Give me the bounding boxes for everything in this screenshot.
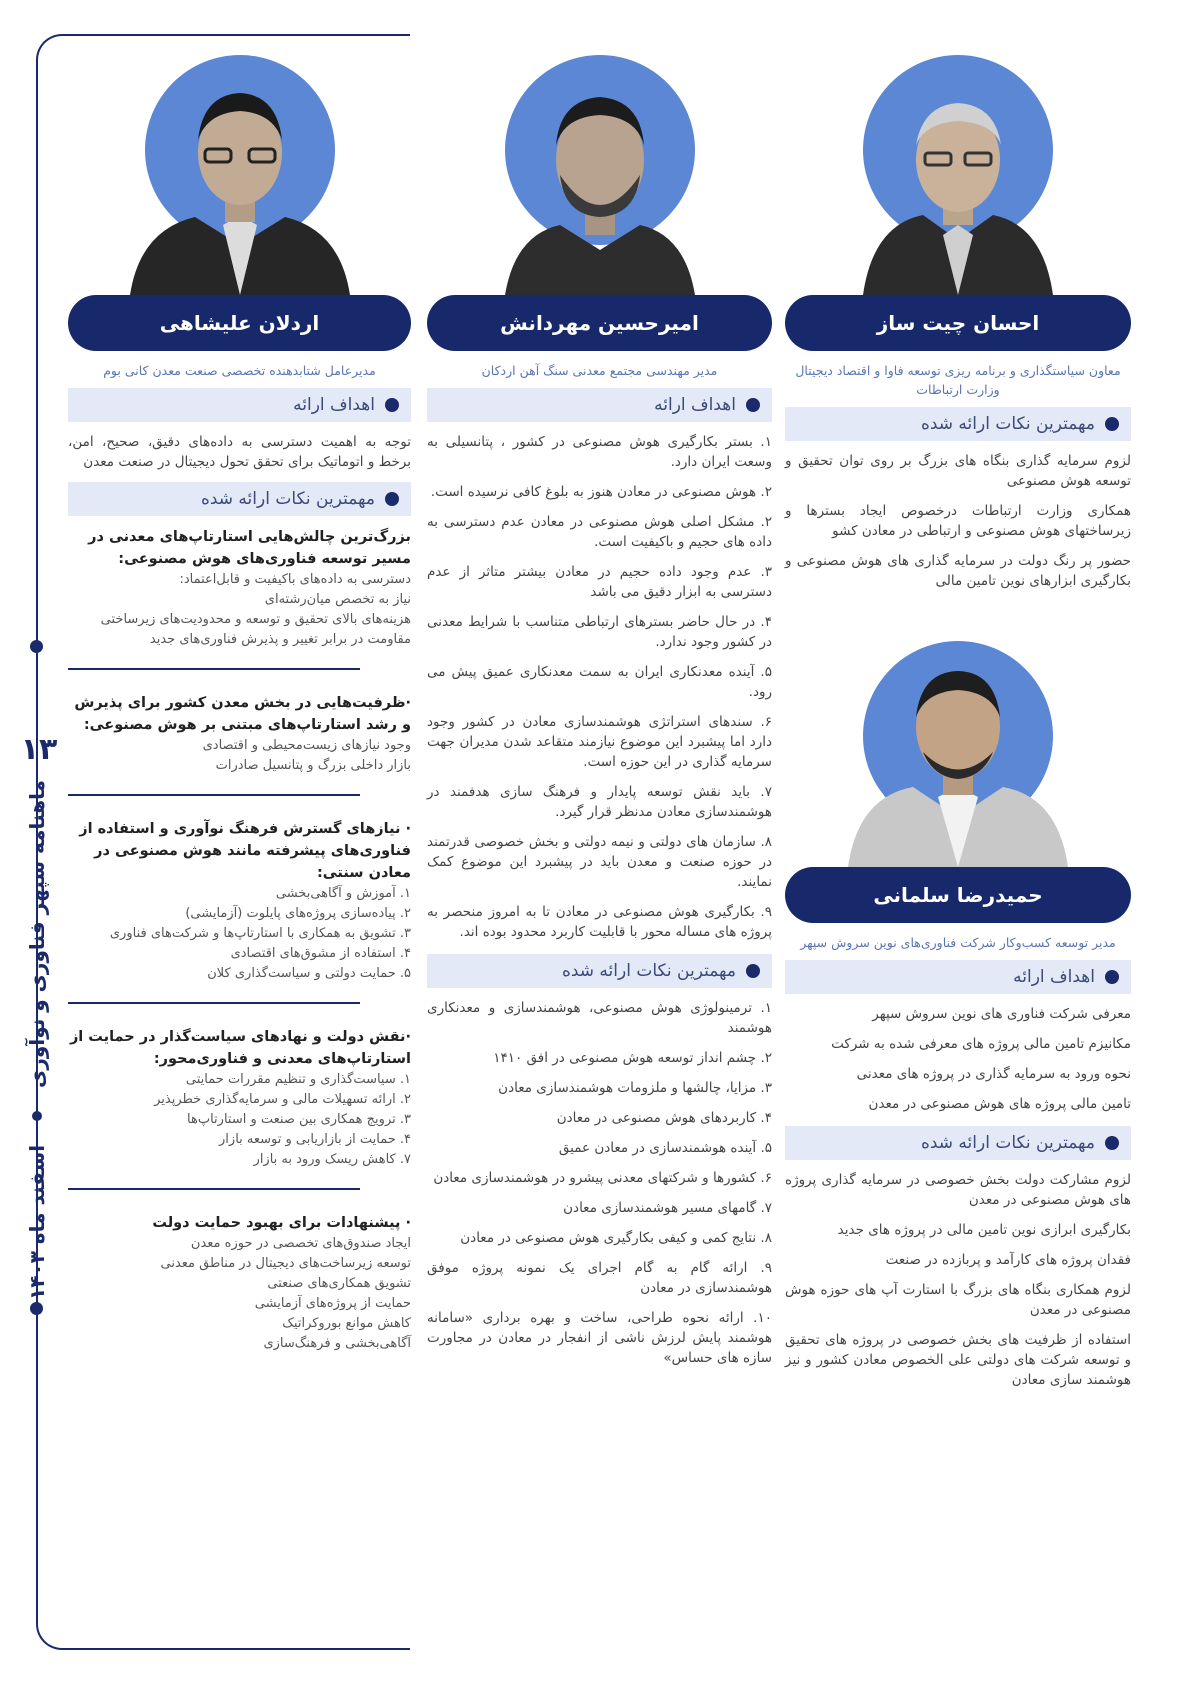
block-line: هزینه‌های بالای تحقیق و توسعه و محدودیت‌های زیرساختی [100, 612, 411, 627]
block-line: وجود نیازهای زیست‌محیطی و اقتصادی [202, 738, 411, 753]
section-title: مهمترین نکات ارائه شده [200, 489, 375, 509]
list-item: ۸. نتایج کمی و کیفی بکارگیری هوش مصنوعی در معادن [460, 1230, 772, 1246]
block-heading: ·نقش دولت و نهادهای سیاست‌گذار در حمایت از استارتاپ‌های معدنی و فناوری‌محور: [69, 1029, 411, 1067]
photo-salmani [785, 641, 1131, 867]
person-photo [125, 65, 355, 295]
role-text: مدیر مهندسی مجتمع معدنی سنگ آهن اردکان [481, 363, 718, 378]
divider [68, 1002, 360, 1004]
person-photo [843, 647, 1073, 867]
block-line: ایجاد صندوق‌های تخصصی در حوزه معدن [190, 1236, 411, 1251]
block-line: کاهش موانع بوروکراتیک [282, 1316, 411, 1331]
list-item: ۵. آینده هوشمندسازی در معادن عمیق [558, 1140, 772, 1156]
section-title: مهمترین نکات ارائه شده [920, 414, 1095, 434]
name-bar: امیرحسین مهردانش [427, 295, 772, 351]
divider [68, 1188, 360, 1190]
bullet-icon [746, 398, 760, 412]
list-item: ۷. گامهای مسیر هوشمندسازی معادن [563, 1200, 772, 1216]
photo-alishahi [68, 55, 411, 295]
bullet-icon [746, 964, 760, 978]
block-line: ۳. ترویج همکاری بین صنعت و استارتاپ‌ها [187, 1112, 411, 1127]
bullet-icon [1105, 1136, 1119, 1150]
block-line: آگاهی‌بخشی و فرهنگ‌سازی [263, 1336, 411, 1351]
list-item: تامین مالی پروژه های هوش مصنوعی در معدن [868, 1096, 1131, 1112]
list-item: لزوم مشارکت دولت بخش خصوصی در سرمایه گذاری پروژه های هوش مصنوعی در معدن [785, 1172, 1131, 1208]
page-number: ۱۳ [20, 732, 58, 767]
list-item: ۴. در حال حاضر بسترهای ارتباطی متناسب با شرایط معدنی در کشور وجود ندارد. [427, 614, 772, 650]
name-bar: اردلان علیشاهی [68, 295, 411, 351]
block-heading: · پیشنهادات برای بهبود حمایت دولت [152, 1215, 411, 1231]
block-line: ۴. حمایت از بازاریابی و توسعه بازار [219, 1132, 411, 1147]
block-heading: بزرگ‌ترین چالش‌هایی استارتاپ‌های معدنی در مسیر توسعه فناوری‌های هوش مصنوعی: [88, 529, 411, 567]
list-item: ۸. سازمان های دولتی و نیمه دولتی و بخش خصوصی قدرتمند در حوزه صنعت و معدن باید در پیشبرد این موضوع کمک نمایند. [427, 834, 772, 890]
block-heading: ·ظرفیت‌هایی در بخش معدن کشور برای پذیرش و رشد استارتاپ‌های مبتنی بر هوش مصنوعی: [74, 695, 411, 733]
bullet-icon [1105, 970, 1119, 984]
list-item: لزوم همکاری بنگاه های بزرگ با استارت آپ های حوزه هوش مصنوعی در معدن [785, 1282, 1131, 1318]
issue-date: اسفند ماه ۱۴۰۳ [25, 1144, 49, 1300]
list-item: استفاده از ظرفیت های بخش خصوصی در پروژه های تحقیق و توسعه شرکت های دولتی علی الخصوص معادن کشور و نیز هوشمند سازی معادن [785, 1332, 1131, 1388]
block-line: ۲. ارائه تسهیلات مالی و سرمایه‌گذاری خطرپذیر [154, 1092, 411, 1107]
block-line: ۴. استفاده از مشوق‌های اقتصادی [230, 946, 411, 961]
section-header [785, 1126, 1131, 1160]
section-header [785, 407, 1131, 441]
list-item: ۴. کاربردهای هوش مصنوعی در معادن [556, 1110, 772, 1126]
photo-mehrdanesh [427, 55, 772, 295]
column-chitsaz [785, 55, 1131, 1390]
section-title: مهمترین نکات ارائه شده [920, 1133, 1095, 1153]
separator-dot [32, 1111, 42, 1121]
name-bar: حمیدرضا سلمانی [785, 867, 1131, 923]
list-item: ۶. سندهای استراتژی هوشمندسازی معادن در کشور وجود دارد اما پیشبرد این موضوع نیازمند متقاعد شدن مدیران جهت سرمایه گذاری در این حوزه است. [427, 714, 772, 770]
list-item: مکانیزم تامین مالی پروژه های معرفی شده به شرکت [831, 1036, 1131, 1052]
block-heading: · نیازهای گسترش فرهنگ نوآوری و استفاده از فناوری‌های پیشرفته مانند هوش مصنوعی در معادن سنتی: [79, 821, 411, 881]
section-header [427, 388, 772, 422]
publication-name: ماهنامه سپهر فناوری و نوآوری [25, 780, 49, 1088]
list-item: معرفی شرکت فناوری های نوین سروش سپهر [872, 1006, 1131, 1022]
list-item: ۲. مشکل اصلی هوش مصنوعی در معادن عدم دسترسی به داده های حجیم و باکیفیت است. [427, 514, 772, 550]
list-item: ۳. مزایا، چالشها و ملزومات هوشمندسازی معادن [498, 1080, 772, 1096]
goals-text: توجه به اهمیت دسترسی به داده‌های دقیق، صحیح، امن، برخط و اتوماتیک برای تحقق تحول دیجیتال در صنعت معدن [68, 434, 411, 470]
list-item: ۱۰. ارائه نحوه طراحی، ساخت و بهره برداری «سامانه هوشمند پایش لرزش ناشی از انفجار در معادن در مجاورت سازه های حساس» [427, 1310, 772, 1366]
divider [68, 668, 360, 670]
vertical-masthead [24, 780, 50, 1300]
block-line: ۱. سیاست‌گذاری و تنظیم مقررات حمایتی [185, 1072, 411, 1087]
list-item: ۷. باید نقش توسعه پایدار و فرهنگ سازی هدفمند در هوشمندسازی معادن مدنظر قرار گیرد. [427, 784, 772, 820]
block-line: ۷. کاهش ریسک ورود به بازار [253, 1152, 411, 1167]
name-bar: احسان چیت ساز [785, 295, 1131, 351]
list-item: بکارگیری ابرازی نوین تامین مالی در پروژه های جدید [837, 1222, 1131, 1238]
frame-dot-top [30, 640, 43, 653]
photo-chitsaz [785, 55, 1131, 295]
block-line: بازار داخلی بزرگ و پتانسیل صادرات [215, 758, 411, 773]
list-item: ۲. چشم انداز توسعه هوش مصنوعی در افق ۱۴۱۰ [493, 1050, 772, 1066]
list-item: ۱. ترمینولوژی هوش مصنوعی، هوشمندسازی و معدنکاری هوشمند [427, 1000, 772, 1036]
list-item: ۵. آینده معدنکاری ایران به سمت معدنکاری عمیق پیش می رود. [427, 664, 772, 700]
list-item: حضور پر رنگ دولت در سرمایه گذاری های هوش مصنوعی و بکارگیری ابزارهای نوین تامین مالی [785, 553, 1131, 589]
list-item: همکاری وزارت ارتباطات درخصوص ایجاد بسترها و زیرساختهای هوش مصنوعی و ارتباطی در معادن کشو [785, 503, 1131, 539]
section-header [785, 960, 1131, 994]
bullet-icon [385, 398, 399, 412]
list-item: ۹. ارائه گام به گام اجرای یک نمونه پروژه موفق هوشمندسازی در معادن [427, 1260, 772, 1296]
block-line: تشویق همکاری‌های صنعتی [267, 1276, 411, 1291]
block-line: دسترسی به داده‌های باکیفیت و قابل‌اعتماد: [179, 572, 411, 587]
frame-dot-bottom [30, 1302, 43, 1315]
bullet-icon [385, 492, 399, 506]
role-text: مدیرعامل شتابدهنده تخصصی صنعت معدن کانی بوم [103, 363, 376, 378]
list-item: ۶. کشورها و شرکتهای معدنی پیشرو در هوشمندسازی معادن [433, 1170, 772, 1186]
block-line: ۱. آموزش و آگاهی‌بخشی [275, 886, 411, 901]
section-title: مهمترین نکات ارائه شده [561, 961, 736, 981]
bullet-icon [1105, 417, 1119, 431]
block-line: ۲. پیاده‌سازی پروژه‌های پایلوت (آزمایشی) [185, 906, 411, 921]
list-item: فقدان پروژه های کارآمد و پربازده در صنعت [885, 1252, 1131, 1268]
list-item: ۲. هوش مصنوعی در معادن هنوز به بلوغ کافی نرسیده است. [430, 484, 772, 500]
role-text: مدیر توسعه کسب‌وکار شرکت فناوری‌های نوین سروش سپهر [800, 935, 1116, 950]
list-item: نحوه ورود به سرمایه گذاری در پروژه های معدنی [856, 1066, 1131, 1082]
section-header [68, 482, 411, 516]
section-title: اهداف ارائه [654, 395, 736, 415]
list-item: ۱. بستر بکارگیری هوش مصنوعی در کشور ، پتانسیلی به وسعت ایران دارد. [427, 434, 772, 470]
block-line: حمایت از پروژه‌های آزمایشی [254, 1296, 411, 1311]
list-item: ۳. عدم وجود داده حجیم در معادن بیشتر متاثر از عدم دسترسی به ابزار دقیق می باشد [427, 564, 772, 600]
block-line: ۵. حمایت دولتی و سیاست‌گذاری کلان [207, 966, 411, 981]
block-line: مقاومت در برابر تغییر و پذیرش فناوری‌های جدید [149, 632, 411, 647]
list-item: لزوم سرمایه گذاری بنگاه های بزرگ بر روی توان تحقیق و توسعه هوش مصنوعی [785, 453, 1131, 489]
block-line: توسعه زیرساخت‌های دیجیتال در مناطق معدنی [160, 1256, 411, 1271]
section-title: اهداف ارائه [293, 395, 375, 415]
column-alishahi [68, 55, 411, 1354]
section-title: اهداف ارائه [1013, 967, 1095, 987]
column-mehrdanesh [427, 55, 772, 1368]
section-header [427, 954, 772, 988]
block-line: نیاز به تخصص میان‌رشته‌ای [264, 592, 411, 607]
person-photo [500, 65, 700, 295]
list-item: ۹. بکارگیری هوش مصنوعی در معادن تا به امروز منحصر به پروژه های مساله محور با قابلیت کاربرد محدود بوده اند. [427, 904, 772, 940]
role-text: معاون سیاستگذاری و برنامه ریزی توسعه فاوا و اقتصاد دیجیتال وزارت ارتباطات [795, 363, 1121, 397]
section-header [68, 388, 411, 422]
divider [68, 794, 360, 796]
block-line: ۳. تشویق به همکاری با استارتاپ‌ها و شرکت‌های فناوری [109, 926, 411, 941]
person-photo [853, 65, 1063, 295]
